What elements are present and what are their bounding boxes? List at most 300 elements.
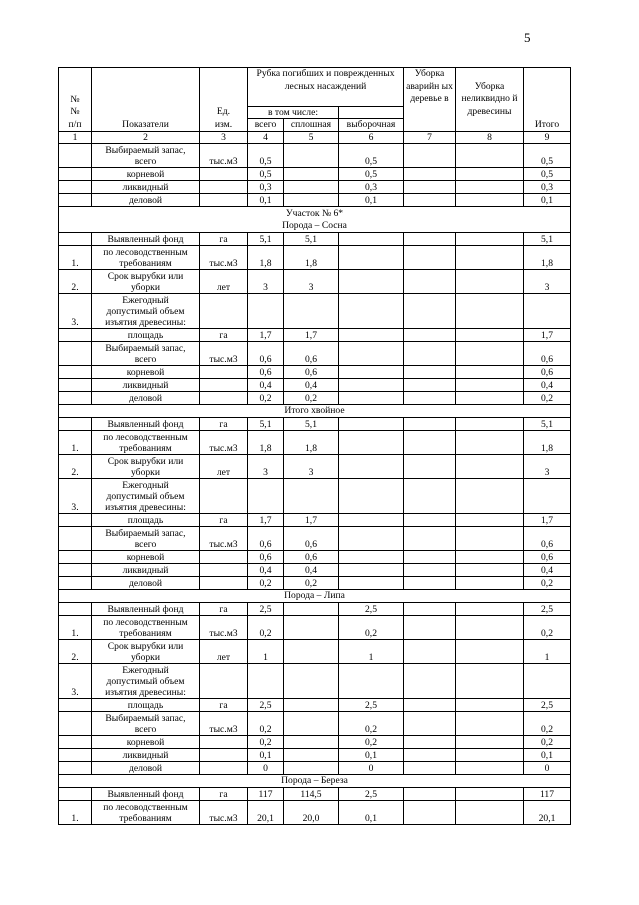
unit: га	[200, 418, 248, 431]
value-selective	[339, 379, 404, 392]
value-clear	[284, 168, 339, 181]
value-selective	[339, 392, 404, 405]
value-emergency	[404, 168, 456, 181]
unit	[200, 664, 248, 699]
indicator-label: Выявленный фонд	[92, 603, 200, 616]
table-row	[59, 603, 571, 616]
section-title-row	[59, 590, 571, 603]
value-itogo: 0,1	[524, 749, 571, 762]
value-clear: 0,2	[284, 577, 339, 590]
value-clear	[284, 664, 339, 699]
row-number	[59, 712, 92, 736]
table-row	[59, 294, 571, 329]
value-selective	[339, 527, 404, 551]
value-itogo: 2,5	[524, 603, 571, 616]
unit: лет	[200, 640, 248, 664]
value-clear	[284, 603, 339, 616]
section-title-row	[59, 405, 571, 418]
row-number	[59, 329, 92, 342]
table-row	[59, 699, 571, 712]
row-number	[59, 181, 92, 194]
section-title-line: Порода – Липа	[284, 590, 345, 601]
value-selective	[339, 418, 404, 431]
header-nonliquid-wood: Уборка неликвидно й древесины	[456, 68, 524, 132]
value-selective	[339, 664, 404, 699]
value-clear	[284, 616, 339, 640]
value-nonliquid	[456, 801, 524, 825]
value-total: 0,5	[248, 168, 284, 181]
header-clear-felling: сплошная	[284, 119, 339, 132]
value-nonliquid	[456, 762, 524, 775]
value-total	[248, 664, 284, 699]
value-selective	[339, 551, 404, 564]
unit: га	[200, 699, 248, 712]
value-clear	[284, 194, 339, 207]
value-clear	[284, 294, 339, 329]
indicator-label: площадь	[92, 329, 200, 342]
value-total: 0,2	[248, 392, 284, 405]
value-clear	[284, 749, 339, 762]
value-emergency	[404, 342, 456, 366]
value-nonliquid	[456, 551, 524, 564]
row-number: 2.	[59, 640, 92, 664]
value-emergency	[404, 329, 456, 342]
indicator-label: Выбираемый запас, всего	[92, 712, 200, 736]
row-number	[59, 233, 92, 246]
value-nonliquid	[456, 366, 524, 379]
value-nonliquid	[456, 270, 524, 294]
row-number	[59, 194, 92, 207]
value-emergency	[404, 246, 456, 270]
value-nonliquid	[456, 342, 524, 366]
value-total: 1,8	[248, 246, 284, 270]
value-nonliquid	[456, 577, 524, 590]
value-selective: 0,1	[339, 194, 404, 207]
value-itogo: 0,6	[524, 366, 571, 379]
value-emergency	[404, 455, 456, 479]
table-row	[59, 514, 571, 527]
value-clear: 1,7	[284, 514, 339, 527]
indicator-label: Выявленный фонд	[92, 418, 200, 431]
value-total: 3	[248, 455, 284, 479]
value-nonliquid	[456, 431, 524, 455]
table-row	[59, 801, 571, 825]
value-emergency	[404, 366, 456, 379]
value-total: 1,7	[248, 329, 284, 342]
section-title	[59, 590, 571, 603]
value-selective: 0,5	[339, 168, 404, 181]
table-row	[59, 379, 571, 392]
value-selective: 0,2	[339, 616, 404, 640]
value-itogo: 1,8	[524, 246, 571, 270]
unit: га	[200, 233, 248, 246]
value-emergency	[404, 801, 456, 825]
value-nonliquid	[456, 168, 524, 181]
indicator-label: корневой	[92, 736, 200, 749]
value-emergency	[404, 181, 456, 194]
row-number: 1.	[59, 431, 92, 455]
table-row	[59, 455, 571, 479]
value-total: 5,1	[248, 233, 284, 246]
value-selective	[339, 431, 404, 455]
row-number	[59, 603, 92, 616]
unit	[200, 749, 248, 762]
value-emergency	[404, 233, 456, 246]
unit: тыс.м3	[200, 431, 248, 455]
section-title-line: Порода – Береза	[281, 775, 348, 786]
value-emergency	[404, 616, 456, 640]
value-nonliquid	[456, 194, 524, 207]
value-total: 0,2	[248, 616, 284, 640]
indicator-label: Срок вырубки или уборки	[92, 640, 200, 664]
value-nonliquid	[456, 788, 524, 801]
value-total	[248, 479, 284, 514]
unit	[200, 194, 248, 207]
row-number	[59, 527, 92, 551]
section-title-line: Порода – Сосна	[282, 220, 347, 231]
row-number: 1.	[59, 801, 92, 825]
value-clear: 0,6	[284, 366, 339, 379]
indicator-label: ликвидный	[92, 749, 200, 762]
value-itogo: 0,2	[524, 616, 571, 640]
indicator-label: деловой	[92, 194, 200, 207]
value-selective: 2,5	[339, 699, 404, 712]
table-row	[59, 418, 571, 431]
row-number	[59, 577, 92, 590]
unit	[200, 736, 248, 749]
value-selective: 0,5	[339, 144, 404, 168]
value-clear: 114,5	[284, 788, 339, 801]
table-row	[59, 233, 571, 246]
value-clear: 3	[284, 455, 339, 479]
indicator-label: Выбираемый запас, всего	[92, 342, 200, 366]
indicator-label: деловой	[92, 762, 200, 775]
unit: га	[200, 514, 248, 527]
row-number: 3.	[59, 479, 92, 514]
value-emergency	[404, 392, 456, 405]
value-itogo: 0,2	[524, 577, 571, 590]
value-emergency	[404, 712, 456, 736]
value-clear	[284, 479, 339, 514]
value-total	[248, 294, 284, 329]
value-itogo: 117	[524, 788, 571, 801]
table-row	[59, 788, 571, 801]
table-row	[59, 144, 571, 168]
value-nonliquid	[456, 699, 524, 712]
value-total: 0,4	[248, 379, 284, 392]
value-selective	[339, 366, 404, 379]
value-total: 0,4	[248, 564, 284, 577]
unit: га	[200, 788, 248, 801]
value-itogo: 20,1	[524, 801, 571, 825]
value-total: 117	[248, 788, 284, 801]
row-number	[59, 762, 92, 775]
value-clear	[284, 736, 339, 749]
value-itogo: 0,2	[524, 392, 571, 405]
unit: лет	[200, 270, 248, 294]
value-total: 0,2	[248, 577, 284, 590]
value-clear	[284, 181, 339, 194]
value-total: 0,2	[248, 712, 284, 736]
unit	[200, 577, 248, 590]
column-index: 7	[404, 132, 456, 144]
value-itogo: 5,1	[524, 233, 571, 246]
row-number: 3.	[59, 664, 92, 699]
table-row	[59, 329, 571, 342]
column-index: 2	[92, 132, 200, 144]
value-selective	[339, 564, 404, 577]
value-emergency	[404, 431, 456, 455]
value-selective: 0,3	[339, 181, 404, 194]
value-nonliquid	[456, 379, 524, 392]
value-nonliquid	[456, 527, 524, 551]
value-emergency	[404, 640, 456, 664]
row-number	[59, 144, 92, 168]
value-emergency	[404, 514, 456, 527]
indicator-label: Ежегодный допустимый объем изъятия древесины:	[92, 294, 200, 329]
indicator-label: Ежегодный допустимый объем изъятия древесины:	[92, 664, 200, 699]
column-index: 9	[524, 132, 571, 144]
value-selective	[339, 479, 404, 514]
row-number	[59, 418, 92, 431]
indicator-label: по лесоводственным требованиям	[92, 246, 200, 270]
value-total: 0,6	[248, 342, 284, 366]
indicator-label: Ежегодный допустимый объем изъятия древесины:	[92, 479, 200, 514]
row-number	[59, 736, 92, 749]
indicator-label: Выявленный фонд	[92, 233, 200, 246]
value-itogo: 0,1	[524, 194, 571, 207]
indicator-label: по лесоводственным требованиям	[92, 431, 200, 455]
value-itogo	[524, 294, 571, 329]
row-number	[59, 551, 92, 564]
value-total: 0,2	[248, 736, 284, 749]
unit	[200, 479, 248, 514]
indicator-label: ликвидный	[92, 564, 200, 577]
value-total: 1	[248, 640, 284, 664]
value-itogo: 0,4	[524, 564, 571, 577]
column-index: 6	[339, 132, 404, 144]
value-itogo: 1,8	[524, 431, 571, 455]
value-itogo: 0	[524, 762, 571, 775]
value-total: 2,5	[248, 699, 284, 712]
unit: тыс.м3	[200, 527, 248, 551]
indicator-label: площадь	[92, 514, 200, 527]
value-nonliquid	[456, 712, 524, 736]
value-selective: 0,1	[339, 801, 404, 825]
unit	[200, 294, 248, 329]
unit: тыс.м3	[200, 342, 248, 366]
table-row	[59, 194, 571, 207]
value-selective: 0	[339, 762, 404, 775]
section-title	[59, 775, 571, 788]
value-nonliquid	[456, 392, 524, 405]
value-total: 0,5	[248, 144, 284, 168]
value-nonliquid	[456, 181, 524, 194]
column-index: 3	[200, 132, 248, 144]
row-number	[59, 564, 92, 577]
unit: тыс.м3	[200, 801, 248, 825]
value-nonliquid	[456, 418, 524, 431]
row-number	[59, 392, 92, 405]
table-row	[59, 392, 571, 405]
indicator-label: деловой	[92, 392, 200, 405]
value-total: 0,1	[248, 749, 284, 762]
value-itogo: 1	[524, 640, 571, 664]
value-selective: 0,1	[339, 749, 404, 762]
table-row	[59, 168, 571, 181]
unit	[200, 551, 248, 564]
table-row	[59, 564, 571, 577]
value-total: 0,6	[248, 551, 284, 564]
value-emergency	[404, 379, 456, 392]
header-including: в том числе:	[248, 107, 339, 119]
section-title	[59, 207, 571, 233]
unit: тыс.м3	[200, 144, 248, 168]
unit: тыс.м3	[200, 712, 248, 736]
section-title-line: Участок № 6*	[285, 208, 344, 219]
value-selective: 1	[339, 640, 404, 664]
unit: тыс.м3	[200, 246, 248, 270]
table-row	[59, 342, 571, 366]
value-clear: 20,0	[284, 801, 339, 825]
value-emergency	[404, 699, 456, 712]
header-indicators: Показатели	[92, 68, 200, 132]
column-index: 5	[284, 132, 339, 144]
value-emergency	[404, 749, 456, 762]
value-clear	[284, 640, 339, 664]
value-nonliquid	[456, 144, 524, 168]
value-clear: 1,8	[284, 431, 339, 455]
unit	[200, 392, 248, 405]
indicator-label: Выявленный фонд	[92, 788, 200, 801]
value-itogo: 0,6	[524, 551, 571, 564]
value-emergency	[404, 736, 456, 749]
value-clear	[284, 712, 339, 736]
value-itogo: 1,7	[524, 514, 571, 527]
value-emergency	[404, 479, 456, 514]
value-total: 0,6	[248, 527, 284, 551]
value-itogo	[524, 664, 571, 699]
value-emergency	[404, 577, 456, 590]
indicator-label: деловой	[92, 577, 200, 590]
value-selective: 2,5	[339, 788, 404, 801]
value-clear	[284, 144, 339, 168]
row-number	[59, 168, 92, 181]
value-itogo: 0,5	[524, 144, 571, 168]
table-row	[59, 551, 571, 564]
value-itogo: 0,2	[524, 736, 571, 749]
value-nonliquid	[456, 616, 524, 640]
value-selective: 0,2	[339, 712, 404, 736]
value-emergency	[404, 527, 456, 551]
indicator-label: ликвидный	[92, 181, 200, 194]
value-nonliquid	[456, 640, 524, 664]
value-clear: 0,4	[284, 564, 339, 577]
value-nonliquid	[456, 564, 524, 577]
table-row	[59, 270, 571, 294]
value-nonliquid	[456, 749, 524, 762]
indicator-label: площадь	[92, 699, 200, 712]
value-selective	[339, 514, 404, 527]
indicator-label: по лесоводственным требованиям	[92, 616, 200, 640]
value-total: 5,1	[248, 418, 284, 431]
value-selective	[339, 270, 404, 294]
indicator-label: корневой	[92, 551, 200, 564]
value-total: 2,5	[248, 603, 284, 616]
header-felling-group: Рубка погибших и поврежденных лесных насаждений	[248, 68, 404, 107]
section-title-row	[59, 775, 571, 788]
table-row	[59, 527, 571, 551]
table-row	[59, 181, 571, 194]
unit	[200, 168, 248, 181]
value-emergency	[404, 194, 456, 207]
row-number: 2.	[59, 455, 92, 479]
value-clear	[284, 762, 339, 775]
value-itogo: 5,1	[524, 418, 571, 431]
value-total: 20,1	[248, 801, 284, 825]
value-itogo: 0,5	[524, 168, 571, 181]
value-emergency	[404, 551, 456, 564]
value-selective	[339, 455, 404, 479]
value-selective	[339, 329, 404, 342]
unit	[200, 379, 248, 392]
value-itogo: 3	[524, 455, 571, 479]
row-number	[59, 366, 92, 379]
column-index: 4	[248, 132, 284, 144]
value-emergency	[404, 664, 456, 699]
unit	[200, 762, 248, 775]
header-unit: Ед. изм.	[200, 68, 248, 132]
header-emergency-trees: Уборка аварийн ых деревье в	[404, 68, 456, 132]
value-itogo: 0,4	[524, 379, 571, 392]
value-nonliquid	[456, 514, 524, 527]
value-nonliquid	[456, 736, 524, 749]
unit: лет	[200, 455, 248, 479]
value-clear: 0,6	[284, 527, 339, 551]
unit	[200, 564, 248, 577]
value-itogo: 0,3	[524, 181, 571, 194]
table-body	[59, 144, 571, 825]
section-title-row	[59, 207, 571, 233]
value-emergency	[404, 294, 456, 329]
value-total: 3	[248, 270, 284, 294]
unit: га	[200, 603, 248, 616]
column-index: 8	[456, 132, 524, 144]
unit: га	[200, 329, 248, 342]
value-nonliquid	[456, 479, 524, 514]
value-total: 1,7	[248, 514, 284, 527]
value-itogo	[524, 479, 571, 514]
indicator-label: ликвидный	[92, 379, 200, 392]
page-number: 5	[524, 30, 531, 45]
value-clear: 1,7	[284, 329, 339, 342]
indicator-label: по лесоводственным требованиям	[92, 801, 200, 825]
value-clear: 0,6	[284, 342, 339, 366]
value-total: 0	[248, 762, 284, 775]
header-selective-felling: выборочная	[339, 119, 404, 132]
value-clear: 0,2	[284, 392, 339, 405]
indicator-label: корневой	[92, 366, 200, 379]
value-emergency	[404, 603, 456, 616]
value-clear: 5,1	[284, 418, 339, 431]
table-row	[59, 577, 571, 590]
row-number	[59, 749, 92, 762]
value-nonliquid	[456, 294, 524, 329]
row-number: 3.	[59, 294, 92, 329]
table-row	[59, 664, 571, 699]
row-number	[59, 379, 92, 392]
table-row	[59, 366, 571, 379]
